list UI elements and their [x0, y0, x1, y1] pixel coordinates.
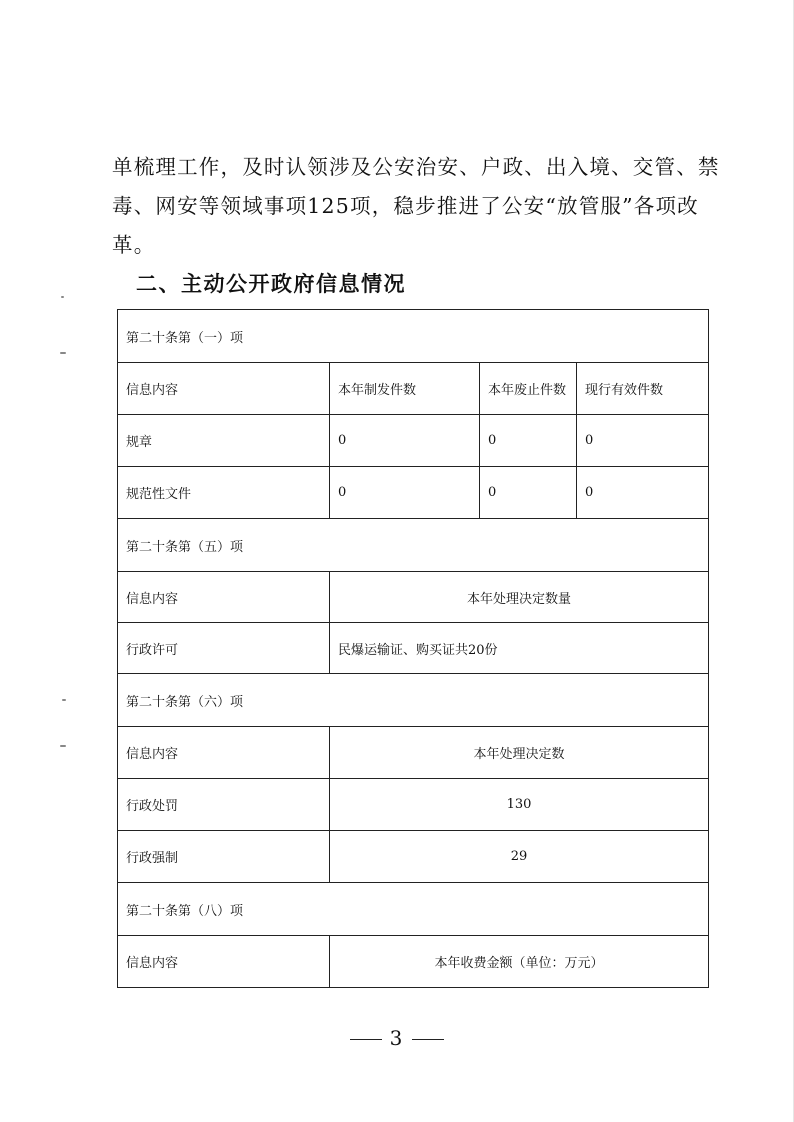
header-cell: 信息内容	[118, 572, 330, 623]
cell-value: 29	[330, 831, 709, 883]
row-label: 行政处罚	[118, 779, 330, 831]
cell-value: 0	[330, 415, 480, 467]
header-cell: 信息内容	[118, 727, 330, 779]
header-cell: 本年废止件数	[480, 363, 577, 415]
table-row	[118, 779, 709, 831]
table-row	[118, 831, 709, 883]
row-label: 规范性文件	[118, 467, 330, 519]
section-row-article-6	[118, 674, 709, 727]
scan-speck	[60, 745, 66, 747]
cell-value: 0	[330, 467, 480, 519]
cell-value: 民爆运输证、购买证共20份	[330, 623, 709, 674]
scan-speck	[61, 296, 64, 298]
header-cell: 本年处理决定数量	[330, 572, 709, 623]
section-heading: 二、主动公开政府信息情况	[136, 272, 406, 296]
header-row	[118, 572, 709, 623]
header-row	[118, 363, 709, 415]
info-disclosure-table	[117, 309, 709, 988]
dash-right	[412, 1039, 444, 1041]
cell-value: 130	[330, 779, 709, 831]
dash-left	[350, 1039, 382, 1041]
cell-value: 0	[577, 415, 709, 467]
row-label: 行政许可	[118, 623, 330, 674]
cell-value: 0	[480, 467, 577, 519]
paragraph-line-1: 单梳理工作，及时认领涉及公安治安、户政、出入境、交管、禁	[112, 155, 720, 179]
section-row-article-8	[118, 883, 709, 936]
scan-speck	[60, 352, 66, 354]
header-row	[118, 936, 709, 988]
table-row	[118, 415, 709, 467]
header-cell: 信息内容	[118, 363, 330, 415]
section-title: 第二十条第（六）项	[118, 674, 709, 727]
section-title: 第二十条第（一）项	[118, 310, 709, 363]
cell-value: 0	[577, 467, 709, 519]
cell-value: 0	[480, 415, 577, 467]
header-row	[118, 727, 709, 779]
table-row	[118, 467, 709, 519]
header-cell: 现行有效件数	[577, 363, 709, 415]
scan-speck	[62, 699, 66, 701]
row-label: 行政强制	[118, 831, 330, 883]
section-row-article-5	[118, 519, 709, 572]
paragraph-line-3: 革。	[112, 233, 156, 257]
section-row-article-1	[118, 310, 709, 363]
paragraph-line-2: 毒、网安等领域事项125项，稳步推进了公安“放管服”各项改	[112, 194, 699, 218]
page-footer	[0, 1026, 794, 1050]
section-title: 第二十条第（五）项	[118, 519, 709, 572]
table-row	[118, 623, 709, 674]
section-title: 第二十条第（八）项	[118, 883, 709, 936]
page-number: 3	[389, 1026, 405, 1050]
header-cell: 本年制发件数	[330, 363, 480, 415]
row-label: 规章	[118, 415, 330, 467]
header-cell: 信息内容	[118, 936, 330, 988]
header-cell: 本年处理决定数	[330, 727, 709, 779]
header-cell: 本年收费金额（单位：万元）	[330, 936, 709, 988]
